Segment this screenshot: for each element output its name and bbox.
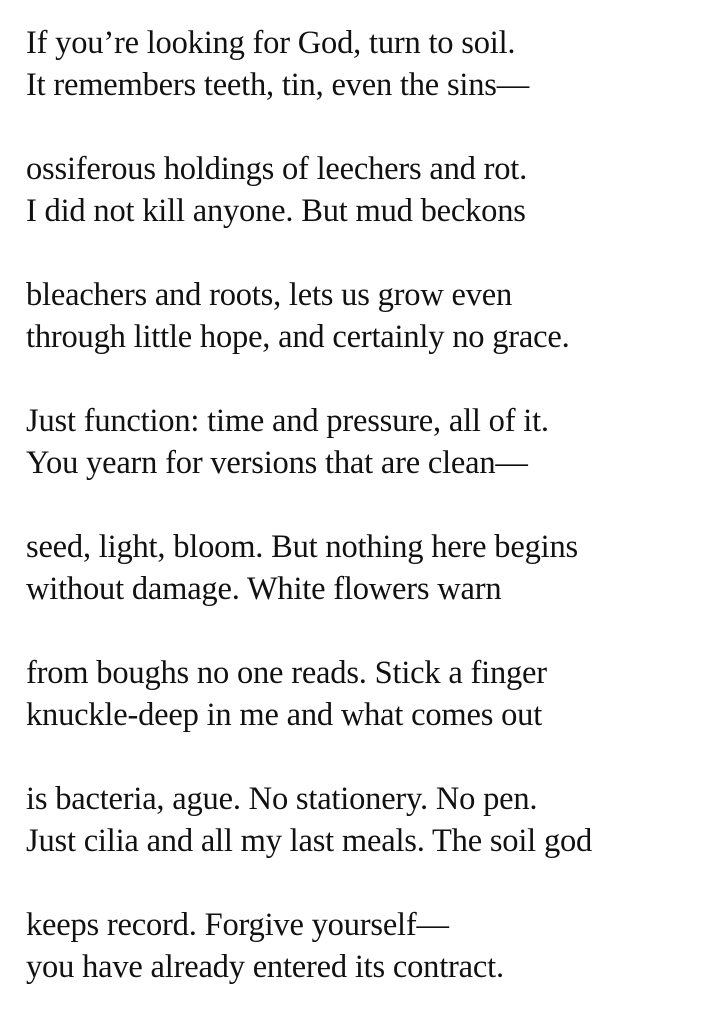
poem-line: I did not kill anyone. But mud beckons: [26, 193, 526, 229]
poem-line: You yearn for versions that are clean—: [26, 445, 528, 481]
poem-line: ossiferous holdings of leechers and rot.: [26, 151, 528, 187]
stanza-2: [26, 148, 696, 232]
stanza-3: [26, 274, 696, 358]
poem-line: you have already entered its contract.: [26, 949, 504, 985]
stanza-1: [26, 22, 696, 106]
poem-line: is bacteria, ague. No stationery. No pen.: [26, 781, 538, 817]
poem-line: knuckle-deep in me and what comes out: [26, 697, 543, 733]
poem-body: [26, 22, 696, 988]
poem-line: It remembers teeth, tin, even the sins—: [26, 67, 530, 103]
stanza-8: [26, 904, 696, 988]
poem-line: without damage. White flowers warn: [26, 571, 502, 607]
poem-line: through little hope, and certainly no grace.: [26, 319, 570, 355]
poem-line: Just function: time and pressure, all of it.: [26, 403, 549, 439]
stanza-4: [26, 400, 696, 484]
poem-line: keeps record. Forgive yourself—: [26, 907, 449, 943]
stanza-6: [26, 652, 696, 736]
poem-line: If you’re looking for God, turn to soil.: [26, 25, 516, 61]
stanza-7: [26, 778, 696, 862]
poem-line: bleachers and roots, lets us grow even: [26, 277, 513, 313]
poem-line: seed, light, bloom. But nothing here begins: [26, 529, 578, 565]
poem-line: from boughs no one reads. Stick a finger: [26, 655, 547, 691]
poem-line: Just cilia and all my last meals. The soil god: [26, 823, 593, 859]
stanza-5: [26, 526, 696, 610]
